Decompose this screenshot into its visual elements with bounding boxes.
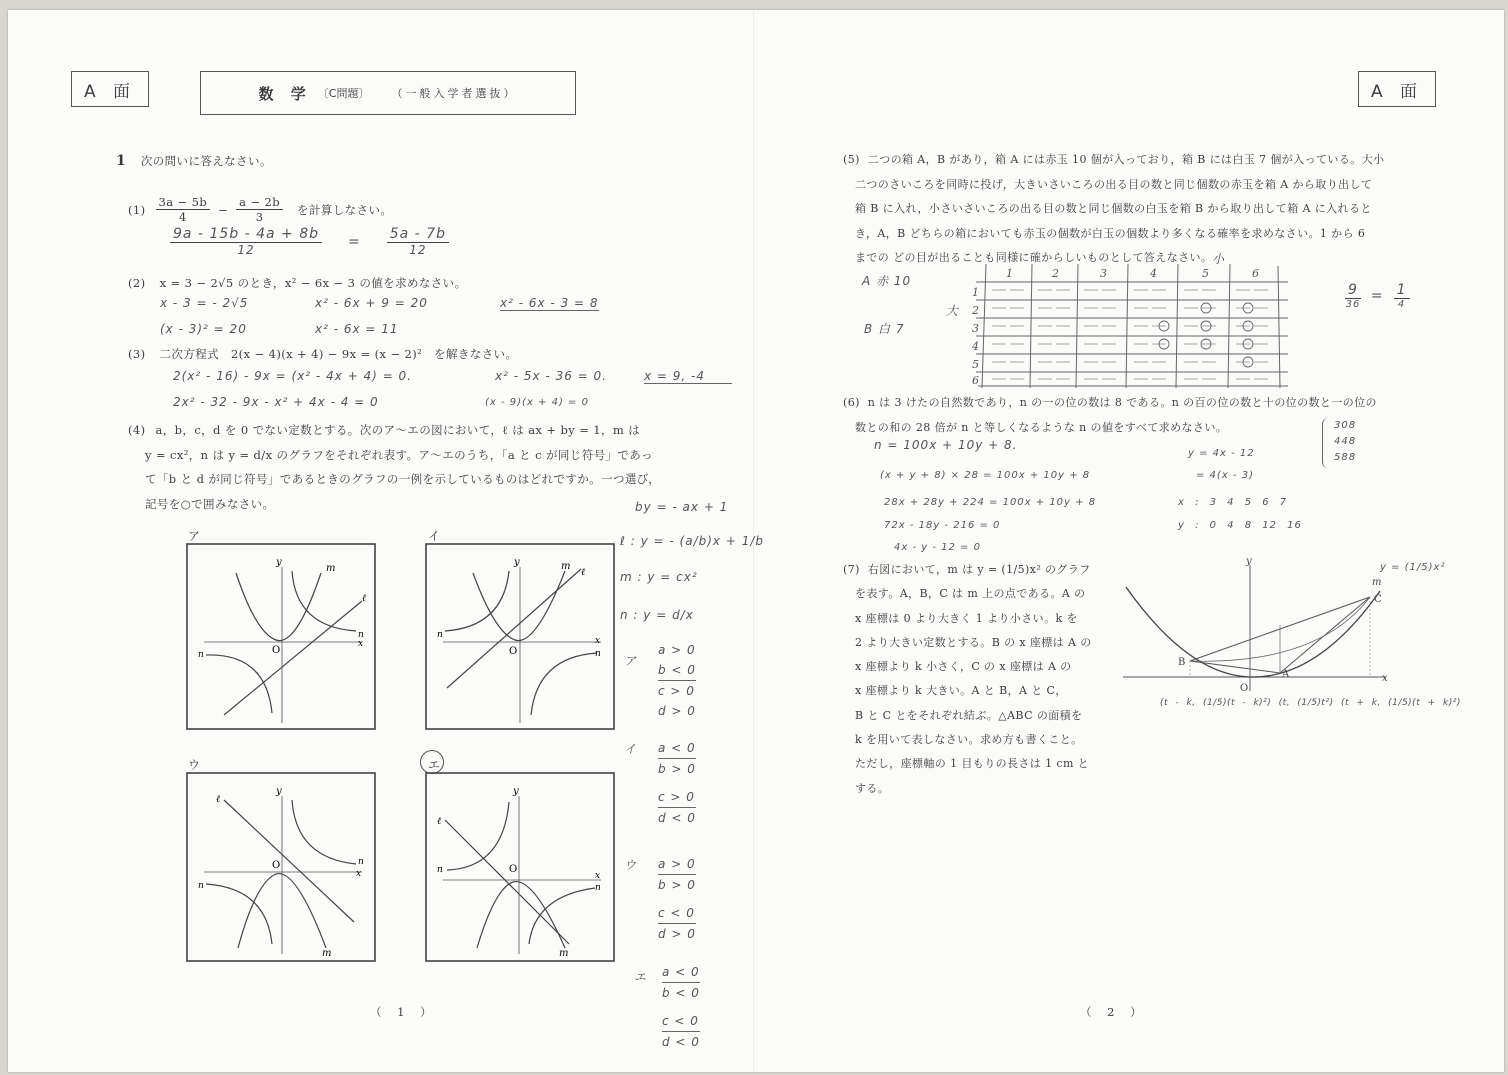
curve-n-label: n [595,883,601,893]
question-label: (1) [128,202,146,217]
sign-notes-a [658,640,696,721]
handwritten-note: c > 0 [658,787,696,808]
handwritten-note: ℓ : y = - (a/b)x + 1/b [620,534,765,548]
brace [1322,418,1331,468]
handwritten-coordinates: (t - k, (1/5)(t - k)²) (t, (1/5)t²) (t + k, (1/5)(t + k)²) [1160,698,1461,708]
handwritten-note: b > 0 [658,878,696,892]
q7-figure [1118,555,1398,695]
curve-m-label: m [326,563,336,574]
handwritten-note: y = (1/5)x² [1380,562,1446,573]
question-text: 数との和の 28 倍が n と等しくなるような n の値をすべて求めなさい。 [855,421,1228,434]
handwritten-step: n = 100x + 10y + 8. [874,438,1018,452]
answer-1-handwriting [170,226,449,257]
numerator: 9a - 15b - 4a + 8b [170,226,322,243]
handwritten-table-row: x : 3 4 5 6 7 [1178,497,1288,508]
question-text: 2 より大きい定数とする。B の x 座標は A の [855,635,1092,649]
handwritten-note: B 白 7 [864,322,905,336]
handwritten-step: (x - 3)² = 20 [160,322,247,336]
handwritten-note: エ [634,970,648,984]
handwritten-step: = 4(x - 3) [1196,470,1254,481]
curve-n-label: n [358,630,364,640]
question-text: x 座標より k 大きい。A と B，A と C， [855,684,1067,698]
numerator: 9 [1345,282,1361,299]
handwritten-step: (x - 9)(x + 4) = 0 [485,397,589,408]
question-text: x = 3 − 2√5 のとき，x² − 6x − 3 の値を求めなさい。 [159,276,467,290]
handwritten-note: b > 0 [658,762,696,776]
graph-label-i: イ [428,529,441,543]
graph-a [186,543,376,730]
question-6 [843,390,1377,440]
question-text: する。 [855,781,890,795]
question-5 [843,148,1384,271]
question-line [843,558,1092,582]
handwritten-note: d < 0 [662,1035,700,1049]
question-text: 箱 B に入れ，小さいさいころの出る目の数と同じ個数の白玉を箱 B から取り出して箱 A に入れると [855,202,1372,215]
denominator: 12 [237,243,255,257]
denominator: 4 [178,210,187,224]
handwritten-step: 4x - y - 12 = 0 [894,542,981,553]
table-row-header: 4 [972,340,979,353]
problem-number: 1 [116,153,126,169]
handwritten-note: b < 0 [662,986,700,1000]
denominator: 4 [1397,299,1406,310]
question-7 [843,558,1092,801]
side-badge-right [1358,71,1436,107]
question-text: ただし，座標軸の 1 目もりの長さは 1 cm と [855,757,1090,771]
question-text: a，b，c，d を 0 でない定数とする。次のア～エの図において，ℓ は ax + by = 1，m は [155,423,641,437]
origin-label: O [509,646,518,657]
handwritten-note: ウ [624,858,638,872]
page-number-left: （ 1 ） [370,1005,438,1019]
question-3 [128,346,517,362]
point-b-label: B [1178,657,1186,668]
side-badge-left [71,71,149,107]
numerator: 3a − 5b [156,195,211,210]
handwritten-step: x² - 5x - 36 = 0. [495,369,607,383]
axis-y-label: y [276,786,282,797]
axis-x-label: x [1382,673,1388,684]
question-text: 記号を○で囲みなさい。 [145,496,275,511]
handwritten-step: 72x - 18y - 216 = 0 [884,520,1001,531]
sign-notes-u [658,854,696,944]
handwritten-note: a < 0 [662,962,700,983]
curve-n-label: n [198,650,204,660]
question-text: 二つのさいころを同時に投げ，大きいさいころの出る目の数と同じ個数の赤玉を箱 A から取り出して [855,177,1373,191]
handwritten-note: n : y = d/x [620,608,694,622]
origin-label: O [509,864,518,875]
question-text: を計算しなさい。 [297,202,393,217]
handwritten-step: 28x + 28y + 224 = 100x + 10y + 8 [884,497,1097,508]
problem-set-label: 〔C問題〕 [317,87,370,100]
dice-table [968,262,1298,392]
handwritten-step: 2(x² - 16) - 9x = (x² - 4x + 4) = 0. [173,369,412,383]
page-number-right: （ 2 ） [1080,1005,1148,1019]
handwritten-step: (x + y + 8) × 28 = 100x + 10y + 8 [880,470,1091,481]
graph-label-a: ア [188,529,201,543]
table-col-header: 1 [1006,267,1013,280]
axis-y-label: y [514,557,520,568]
handwritten-note: a < 0 [658,738,696,759]
question-2 [128,275,466,291]
sign-notes-i [658,738,696,828]
question-text: k を用いて表しなさい。求め方も書くこと。 [855,733,1083,747]
question-label: (4) [128,423,146,437]
answer-6-handwriting [1334,418,1356,466]
curve-m-label: m [561,561,571,572]
curve-m-label: m [559,948,569,959]
question-line [843,390,1377,415]
curve-n-label: n [595,649,601,659]
handwritten-table-row: y : 0 4 8 12 16 [1178,520,1302,531]
axis-y-label: y [276,557,282,568]
question-text: 二次方程式 2(x − 4)(x + 4) − 9x = (x − 2)² を解きなさい。 [159,347,518,361]
curve-l-label: ℓ [216,794,221,805]
sign-notes-e [662,962,700,1052]
handwritten-answer: 448 [1334,436,1357,447]
problem-instruction: 次の問いに答えなさい。 [140,154,272,168]
origin-label: O [1240,683,1249,694]
question-text: x 座標より k 小さく，C の x 座標は A の [855,660,1072,674]
handwritten-note: A 赤 10 [862,274,912,288]
question-text: を表す。A，B，C は m 上の点である。A の [855,587,1086,601]
question-text: B と C とをそれぞれ結ぶ。△ABC の面積を [855,708,1083,722]
operator: − [218,202,229,217]
curve-m-label: m [322,948,332,959]
handwritten-answer: x² - 6x - 3 = 8 [500,296,599,310]
graph-label-u: ウ [188,758,201,772]
table-col-header: 4 [1150,267,1157,280]
question-text: y = cx²，n は y = d/x のグラフをそれぞれ表す。ア～エのうち，「a と c が同じ符号」であっ [145,447,653,462]
graph-label-e: エ [428,758,441,772]
table-col-header: 5 [1202,267,1209,280]
numerator: 1 [1394,282,1410,299]
denominator: 12 [409,243,427,257]
table-col-header: 6 [1252,267,1259,280]
fraction [1345,282,1361,310]
handwritten-note: m : y = cx² [620,570,698,584]
fraction [1394,282,1410,310]
handwritten-answer: x = 9, -4 [644,369,732,384]
axis-x-label: x [358,639,364,649]
graph-e [425,772,615,962]
curve-n-label: n [358,857,364,867]
table-row-header: 3 [972,322,979,335]
handwritten-note: c < 0 [658,903,696,924]
handwritten-note: a > 0 [658,643,696,657]
operator: = [1370,288,1384,304]
handwritten-step: x - 3 = - 2√5 [160,296,249,310]
question-label: (7) [843,563,860,576]
handwritten-answer: 588 [1334,452,1357,463]
question-label: (6) [843,396,860,409]
numerator: 5a - 7b [387,226,449,243]
handwritten-step: x² - 6x = 11 [315,322,399,336]
question-label: (2) [128,276,146,290]
operator: = [348,233,361,250]
handwritten-note: a > 0 [658,854,696,875]
curve-n-label: n [437,865,443,875]
handwritten-note: by = - ax + 1 [635,500,729,514]
curve-l-label: ℓ [581,567,586,578]
curve-l-label: ℓ [362,593,367,604]
handwritten-note: d > 0 [658,704,696,718]
axis-x-label: x [356,869,362,879]
curve-n-label: n [198,881,204,891]
handwritten-note: c > 0 [658,684,695,698]
title-box [200,71,576,115]
axis-x-label: x [595,871,601,881]
denominator: 3 [255,210,264,224]
handwritten-note: イ [624,742,638,756]
handwritten-step: x² - 6x + 9 = 20 [315,296,428,310]
question-text: までの どの目が出ることも同様に確からしいものとして答えなさい。 [855,251,1213,264]
handwritten-note: c < 0 [662,1011,700,1032]
curve-m-label: m [1372,577,1382,588]
exam-type-label: （一般入学者選抜） [391,87,518,100]
handwritten-step: 2x² - 32 - 9x - x² + 4x - 4 = 0 [173,395,379,409]
axis-y-label: y [1246,556,1252,567]
handwritten-step: y = 4x - 12 [1188,448,1255,459]
handwritten-note: d > 0 [658,927,696,941]
curve-l-label: ℓ [437,816,442,827]
point-a-label: A [1282,669,1290,680]
subject-title: 数 学 [258,84,312,103]
origin-label: O [272,860,281,871]
side-badge-label: A 面 [83,81,137,102]
table-row-header: 5 [972,358,979,371]
handwritten-note: ア [624,654,638,668]
table-col-header: 3 [1100,267,1107,280]
question-4 [128,418,660,516]
fraction [236,195,283,224]
table-col-header: 2 [1052,267,1059,280]
question-text: て「b と d が同じ符号」であるときのグラフの一例を示しているものはどれですか。一つ選び， [145,472,661,486]
origin-label: O [272,645,281,656]
curve-n-label: n [437,630,443,640]
question-line [128,418,660,443]
table-row-header: 2 [972,304,979,317]
handwritten-answer: 308 [1334,420,1357,431]
question-label: (3) [128,347,146,361]
axis-y-label: y [513,786,519,797]
problem-heading [116,150,272,169]
handwritten-note: b < 0 [658,660,696,681]
answer-5-handwriting [1345,282,1410,310]
question-text: 二つの箱 A，B があり，箱 A には赤玉 10 個が入っており，箱 B には白玉 7 個が入っている。大小 [867,153,1385,166]
handwritten-note: 小 [1212,252,1226,266]
axis-x-label: x [595,636,601,646]
fraction [387,226,449,257]
question-text: x 座標は 0 より大きく 1 より小さい。k を [855,611,1078,625]
question-label: (5) [843,153,860,166]
question-1 [128,195,392,224]
handwritten-note: d < 0 [658,811,696,825]
fraction [170,226,322,257]
answer-circle [420,750,444,774]
question-text: n は 3 けたの自然数であり，n の一の位の数は 8 である。n の百の位の数と十の位の数と一の位の [867,396,1377,409]
handwritten-note: 大 [946,304,960,318]
question-text: 右図において，m は y = (1/5)x² のグラフ [867,563,1091,576]
numerator: a − 2b [236,195,283,210]
graph-i [425,543,615,730]
denominator: 36 [1345,299,1361,310]
question-line [843,148,1384,173]
fraction [156,195,211,224]
side-badge-label: A 面 [1370,81,1424,102]
question-text: き，A，B どちらの箱においても赤玉の個数が白玉の個数より多くなる確率を求めなさい。1 から 6 [855,226,1366,240]
table-row-header: 1 [972,286,979,299]
graph-u [186,772,376,962]
point-c-label: C [1374,594,1382,605]
table-row-header: 6 [972,374,979,387]
